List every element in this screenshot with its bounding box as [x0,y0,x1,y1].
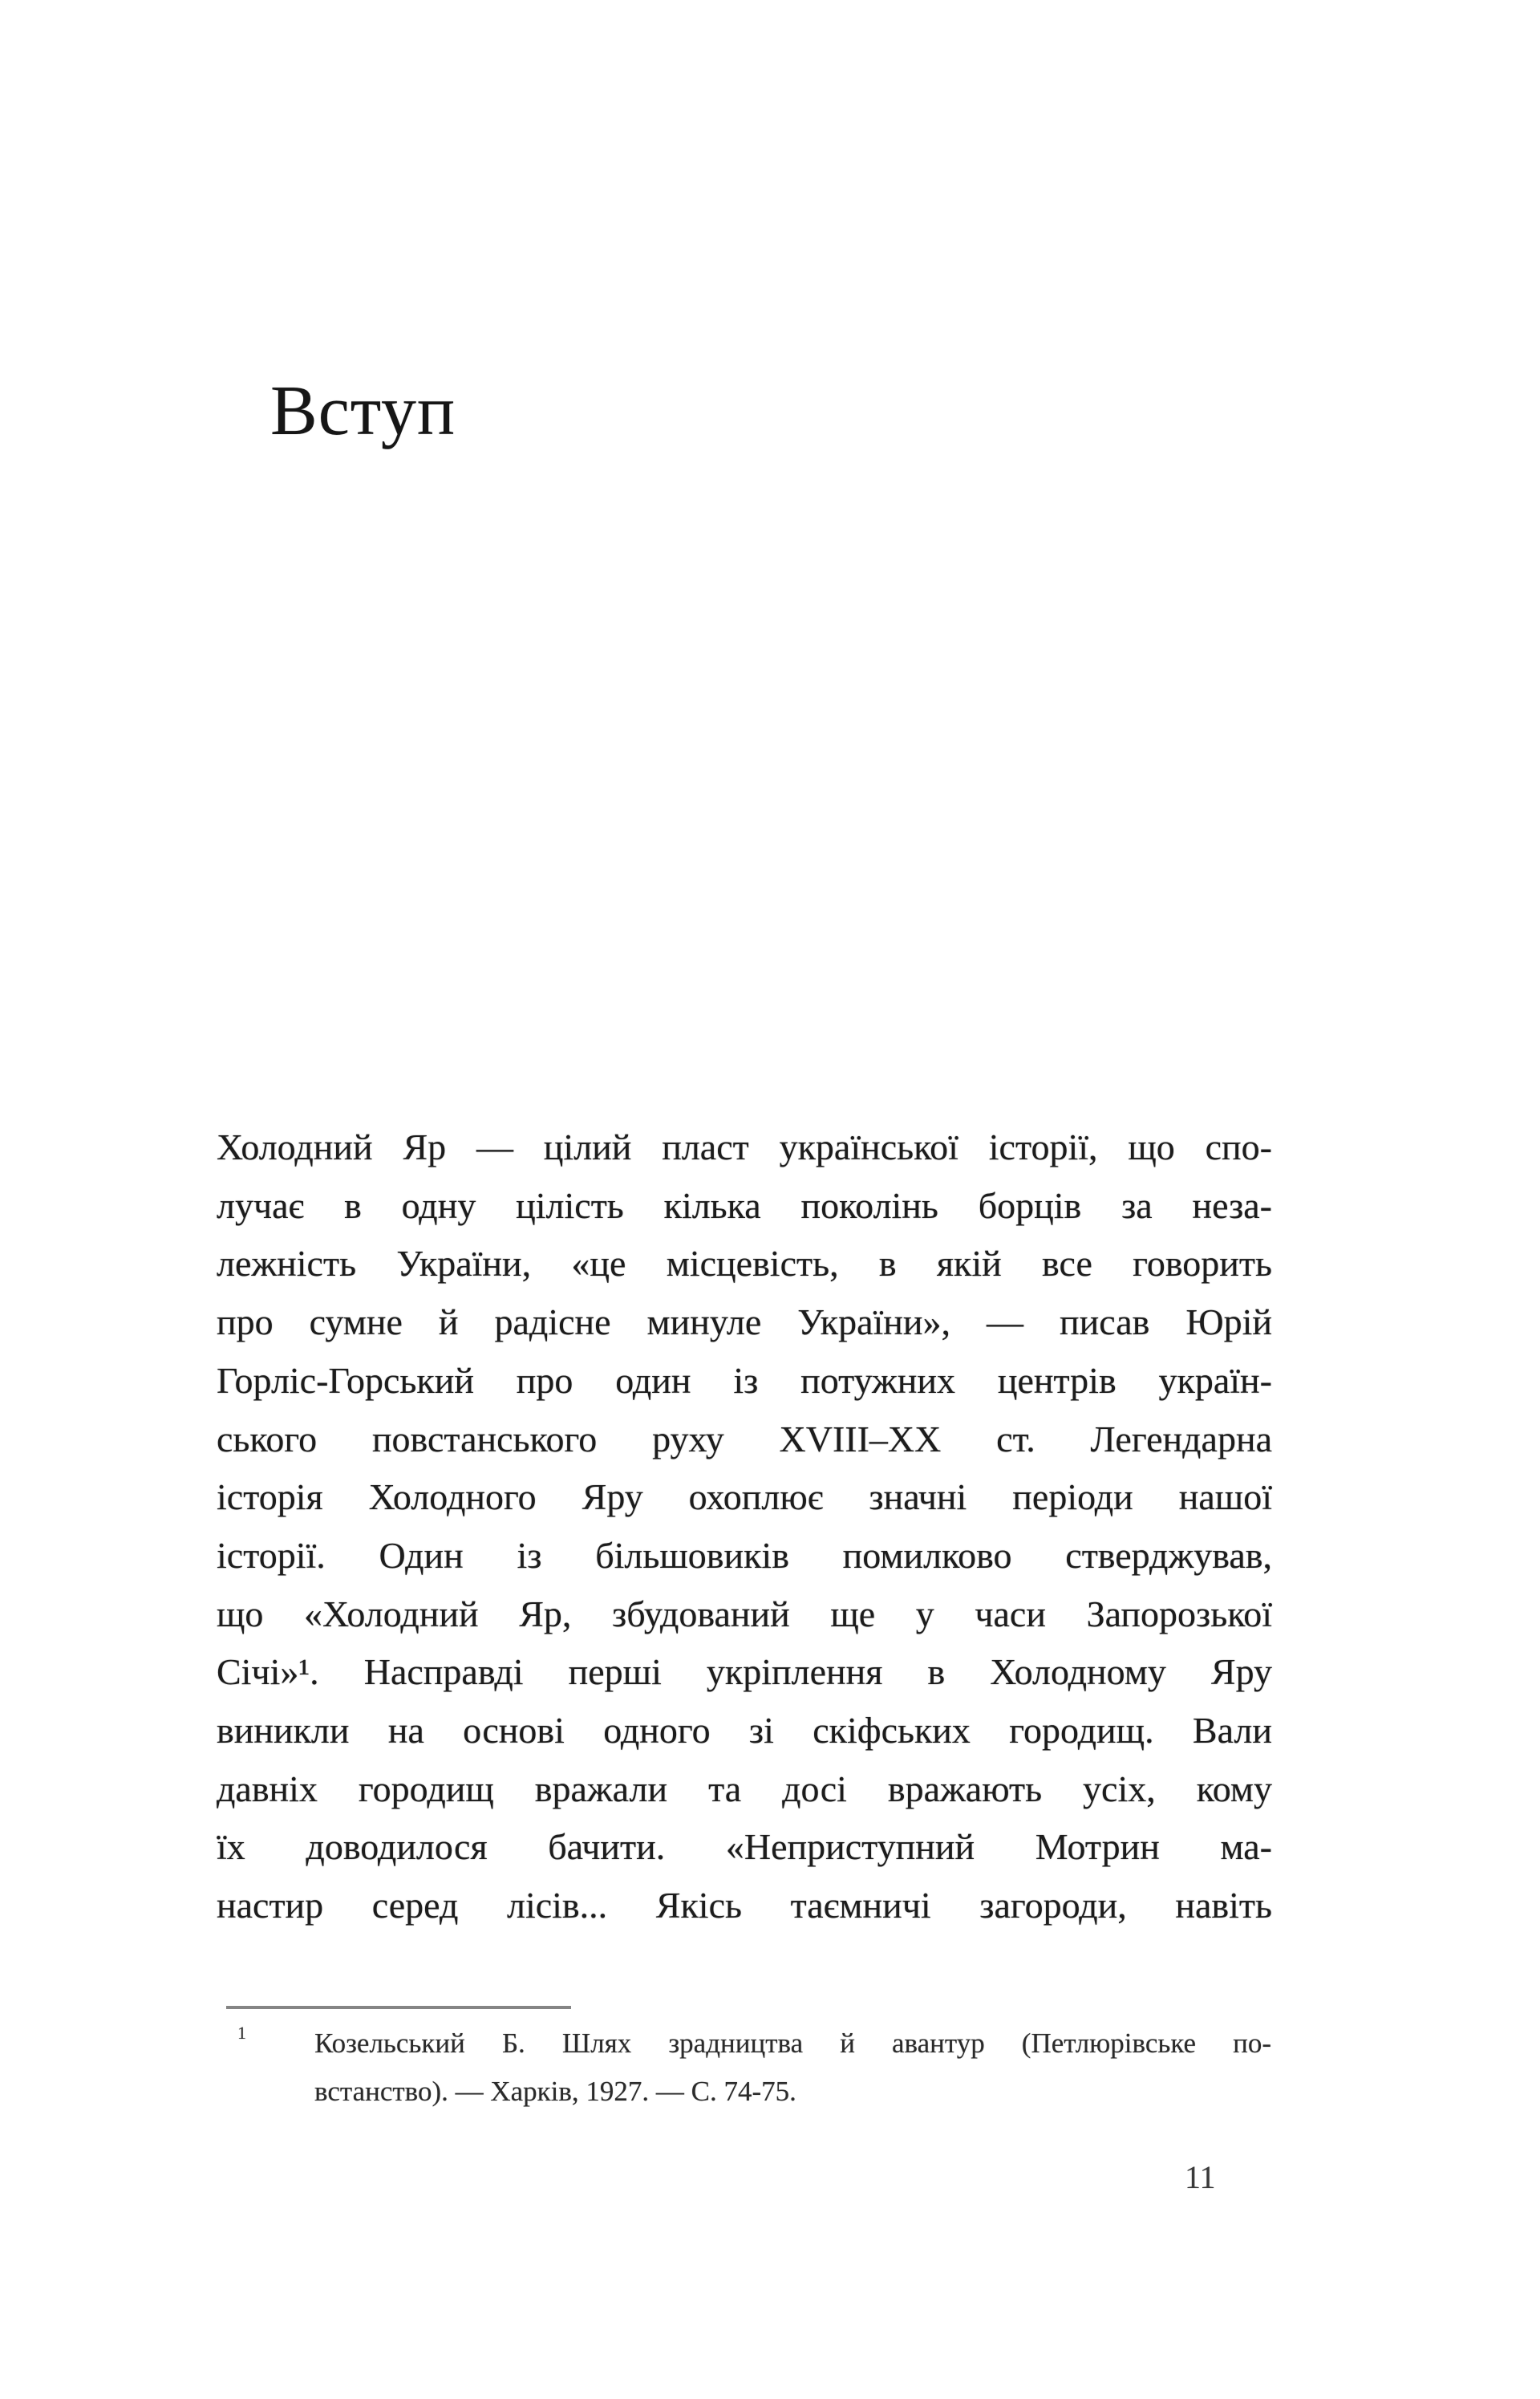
body-line: ського повстанського руху XVIII–XX ст. Легендарна [217,1418,1272,1459]
footnote-divider [226,2006,571,2009]
body-line: історія Холодного Яру охоплює значні періоди нашої [217,1476,1272,1518]
body-line: виникли на основі одного зі скіфських городищ. Вали [217,1710,1272,1752]
body-line: Горліс-Горський про один із потужних центрів україн- [217,1359,1272,1401]
footnote-line: встанство). — Харків, 1927. — С. 74-75. [314,2076,796,2107]
body-line: Січі»¹. Насправді перші укріплення в Холодному Яру [217,1651,1272,1693]
body-paragraph [217,1118,1272,1935]
body-line: їх доводилося бачити. «Неприступний Мотрин ма- [217,1826,1272,1868]
body-line: що «Холодний Яр, збудований ще у часи Запорозької [217,1593,1272,1634]
footnote [314,2019,1271,2116]
body-line: історії. Один із більшовиків помилково стверджував, [217,1534,1272,1576]
body-line: Холодний Яр — цілий пласт української історії, що спо- [217,1126,1272,1167]
body-line: про сумне й радісне минуле України», — писав Юрій [217,1301,1272,1343]
body-line: лучає в одну цілість кілька поколінь борців за неза- [217,1184,1272,1226]
body-line: давніх городищ вражали та досі вражають усіх, кому [217,1768,1272,1809]
page-number: 11 [1185,2159,1216,2195]
footnote-marker: 1 [237,2023,246,2043]
body-line: настир серед лісів... Якісь таємничі загороди, навіть [217,1885,1272,1926]
footnote-line: Козельський Б. Шлях зрадництва й авантур (Петлюрівське по- [314,2028,1271,2059]
body-line: лежність України, «це місцевість, в якій все говорить [217,1243,1272,1285]
chapter-heading: Вступ [270,372,456,450]
